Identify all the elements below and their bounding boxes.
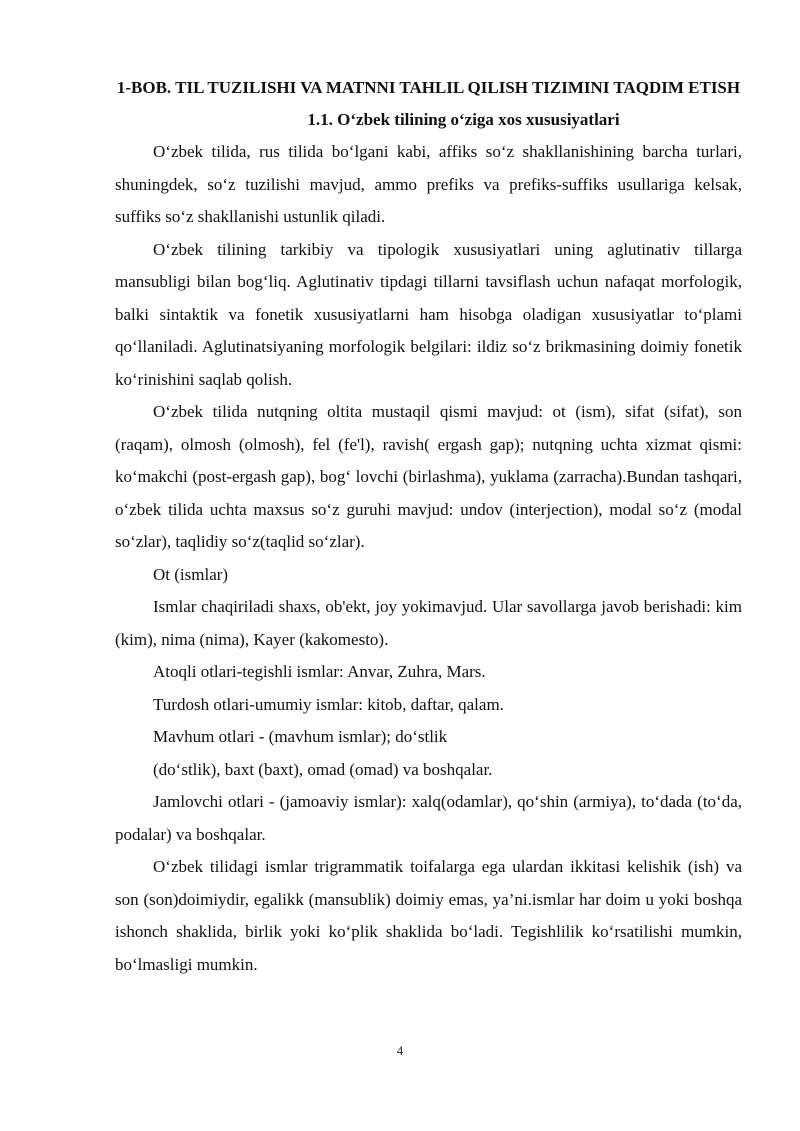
paragraph-affix-word-formation: O‘zbek tilida, rus tilida bo‘lgani kabi, affiks so‘z shakllanishining barcha turlari, shuningdek, so‘z tuzilishi mavjud, ammo prefiks va prefiks-suffiks usullariga kelsak, suffiks so‘z shakllanishi ustunlik qiladi. bbox=[115, 142, 742, 226]
chapter-title: 1-BOB. TIL TUZILISHI VA MATNNI TAHLIL QILISH TIZIMINI TAQDIM ETISH bbox=[116, 78, 741, 97]
section-title: 1.1. O‘zbek tilining o‘ziga xos xususiyatlari bbox=[307, 110, 620, 129]
paragraph-abstract-nouns-continued: (do‘stlik), baxt (baxt), omad (omad) va boshqalar. bbox=[153, 759, 493, 779]
paragraph-abstract-nouns: Mavhum otlari - (mavhum ismlar); do‘stlik bbox=[153, 727, 448, 746]
paragraph-nouns-heading: Ot (ismlar) bbox=[153, 564, 229, 584]
document-page bbox=[115, 70, 742, 981]
page-number: 4 bbox=[396, 1043, 404, 1058]
paragraph-common-nouns: Turdosh otlari-umumiy ismlar: kitob, daftar, qalam. bbox=[153, 694, 504, 714]
paragraph-proper-nouns: Atoqli otlari-tegishli ismlar: Anvar, Zuhra, Mars. bbox=[153, 662, 486, 681]
paragraph-collective-nouns: Jamlovchi otlari - (jamoaviy ismlar): xalq(odamlar), qo‘shin (armiya), to‘dada (to‘da, podalar) va boshqalar. bbox=[115, 792, 742, 844]
paragraph-typological-features: O‘zbek tilining tarkibiy va tipologik xususiyatlari uning aglutinativ tillarga mansubligi bilan bog‘liq. Aglutinativ tipdagi tillarni tavsiflash uchun nafaqat morfologik, balki sintaktik va fonetik xususiyatlarni ham hisobga oladigan xususiyatlar to‘plami qo‘llaniladi. Aglutinatsiyaning morfologik belgilari: ildiz so‘z brikmasining doimiy fonetik ko‘rinishini saqlab qolish. bbox=[115, 239, 742, 389]
paragraph-grammatical-categories: O‘zbek tilidagi ismlar trigrammatik toifalarga ega ulardan ikkitasi kelishik (ish) va son (son)doimiydir, egalikk (mansublik) doimiy emas, ya’ni.ismlar har doim u yoki boshqa ishonch shaklida, birlik yoki ko‘plik shaklida bo‘ladi. Tegishlilik ko‘rsatilishi mumkin, bo‘lmasligi mumkin. bbox=[115, 857, 742, 974]
paragraph-nouns-definition: Ismlar chaqiriladi shaxs, ob'ekt, joy yokimavjud. Ular savollarga javob berishadi: kim (kim), nima (nima), Kayer (kakomesto). bbox=[115, 597, 742, 649]
paragraph-parts-of-speech: O‘zbek tilida nutqning oltita mustaqil qismi mavjud: ot (ism), sifat (sifat), son (raqam), olmosh (olmosh), fel (fe'l), ravish( ergash gap); nutqning uchta xizmat qismi: ko‘makchi (post-ergash gap), bog‘ lovchi (birlashma), yuklama (zarracha).Bundan tashqari, o‘zbek tilida uchta maxsus so‘z guruhi mavjud: undov (interjection), modal so‘z (modal so‘zlar), taqlidiy so‘z(taqlid so‘zlar). bbox=[115, 402, 742, 551]
